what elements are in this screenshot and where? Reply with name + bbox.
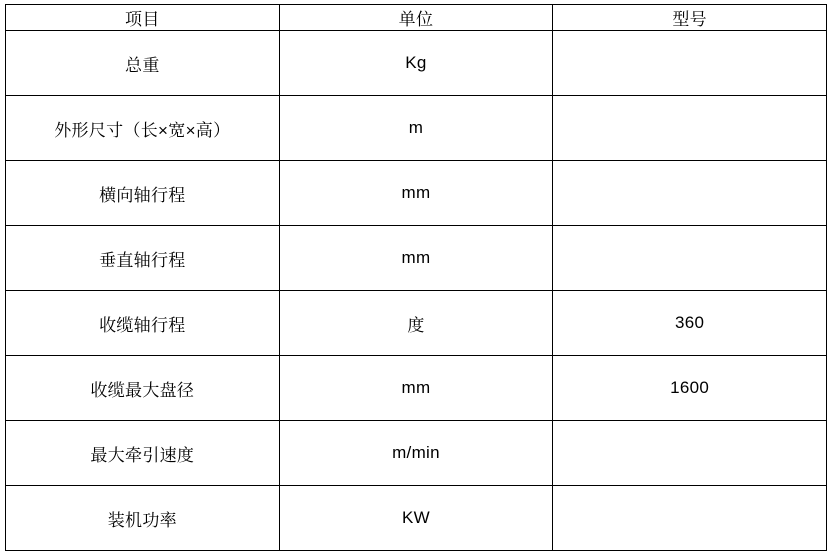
table-row [6, 421, 827, 486]
table-row [6, 291, 827, 356]
header-cell-unit: 单位 [279, 5, 553, 31]
cell-unit: mm [279, 161, 553, 226]
cell-unit: 度 [279, 291, 553, 356]
cell-unit: m [279, 96, 553, 161]
cell-unit: m/min [279, 421, 553, 486]
table-row [6, 161, 827, 226]
table-row [6, 226, 827, 291]
cell-item: 最大牵引速度 [6, 421, 280, 486]
cell-model [553, 161, 827, 226]
cell-model [553, 96, 827, 161]
cell-model [553, 31, 827, 96]
table-row [6, 96, 827, 161]
cell-item: 装机功率 [6, 486, 280, 551]
cell-unit: mm [279, 356, 553, 421]
header-cell-model: 型号 [553, 5, 827, 31]
cell-unit: Kg [279, 31, 553, 96]
cell-item: 收缆最大盘径 [6, 356, 280, 421]
header-cell-item: 项目 [6, 5, 280, 31]
cell-model: 1600 [553, 356, 827, 421]
cell-unit: mm [279, 226, 553, 291]
cell-item: 垂直轴行程 [6, 226, 280, 291]
table-row [6, 356, 827, 421]
spec-table [5, 4, 827, 551]
cell-model [553, 486, 827, 551]
cell-item: 总重 [6, 31, 280, 96]
table-row [6, 486, 827, 551]
table-header-row [6, 5, 827, 31]
cell-model: 360 [553, 291, 827, 356]
cell-model [553, 226, 827, 291]
table-row [6, 31, 827, 96]
cell-item: 收缆轴行程 [6, 291, 280, 356]
cell-model [553, 421, 827, 486]
cell-item: 外形尺寸（长×宽×高） [6, 96, 280, 161]
cell-item: 横向轴行程 [6, 161, 280, 226]
cell-unit: KW [279, 486, 553, 551]
